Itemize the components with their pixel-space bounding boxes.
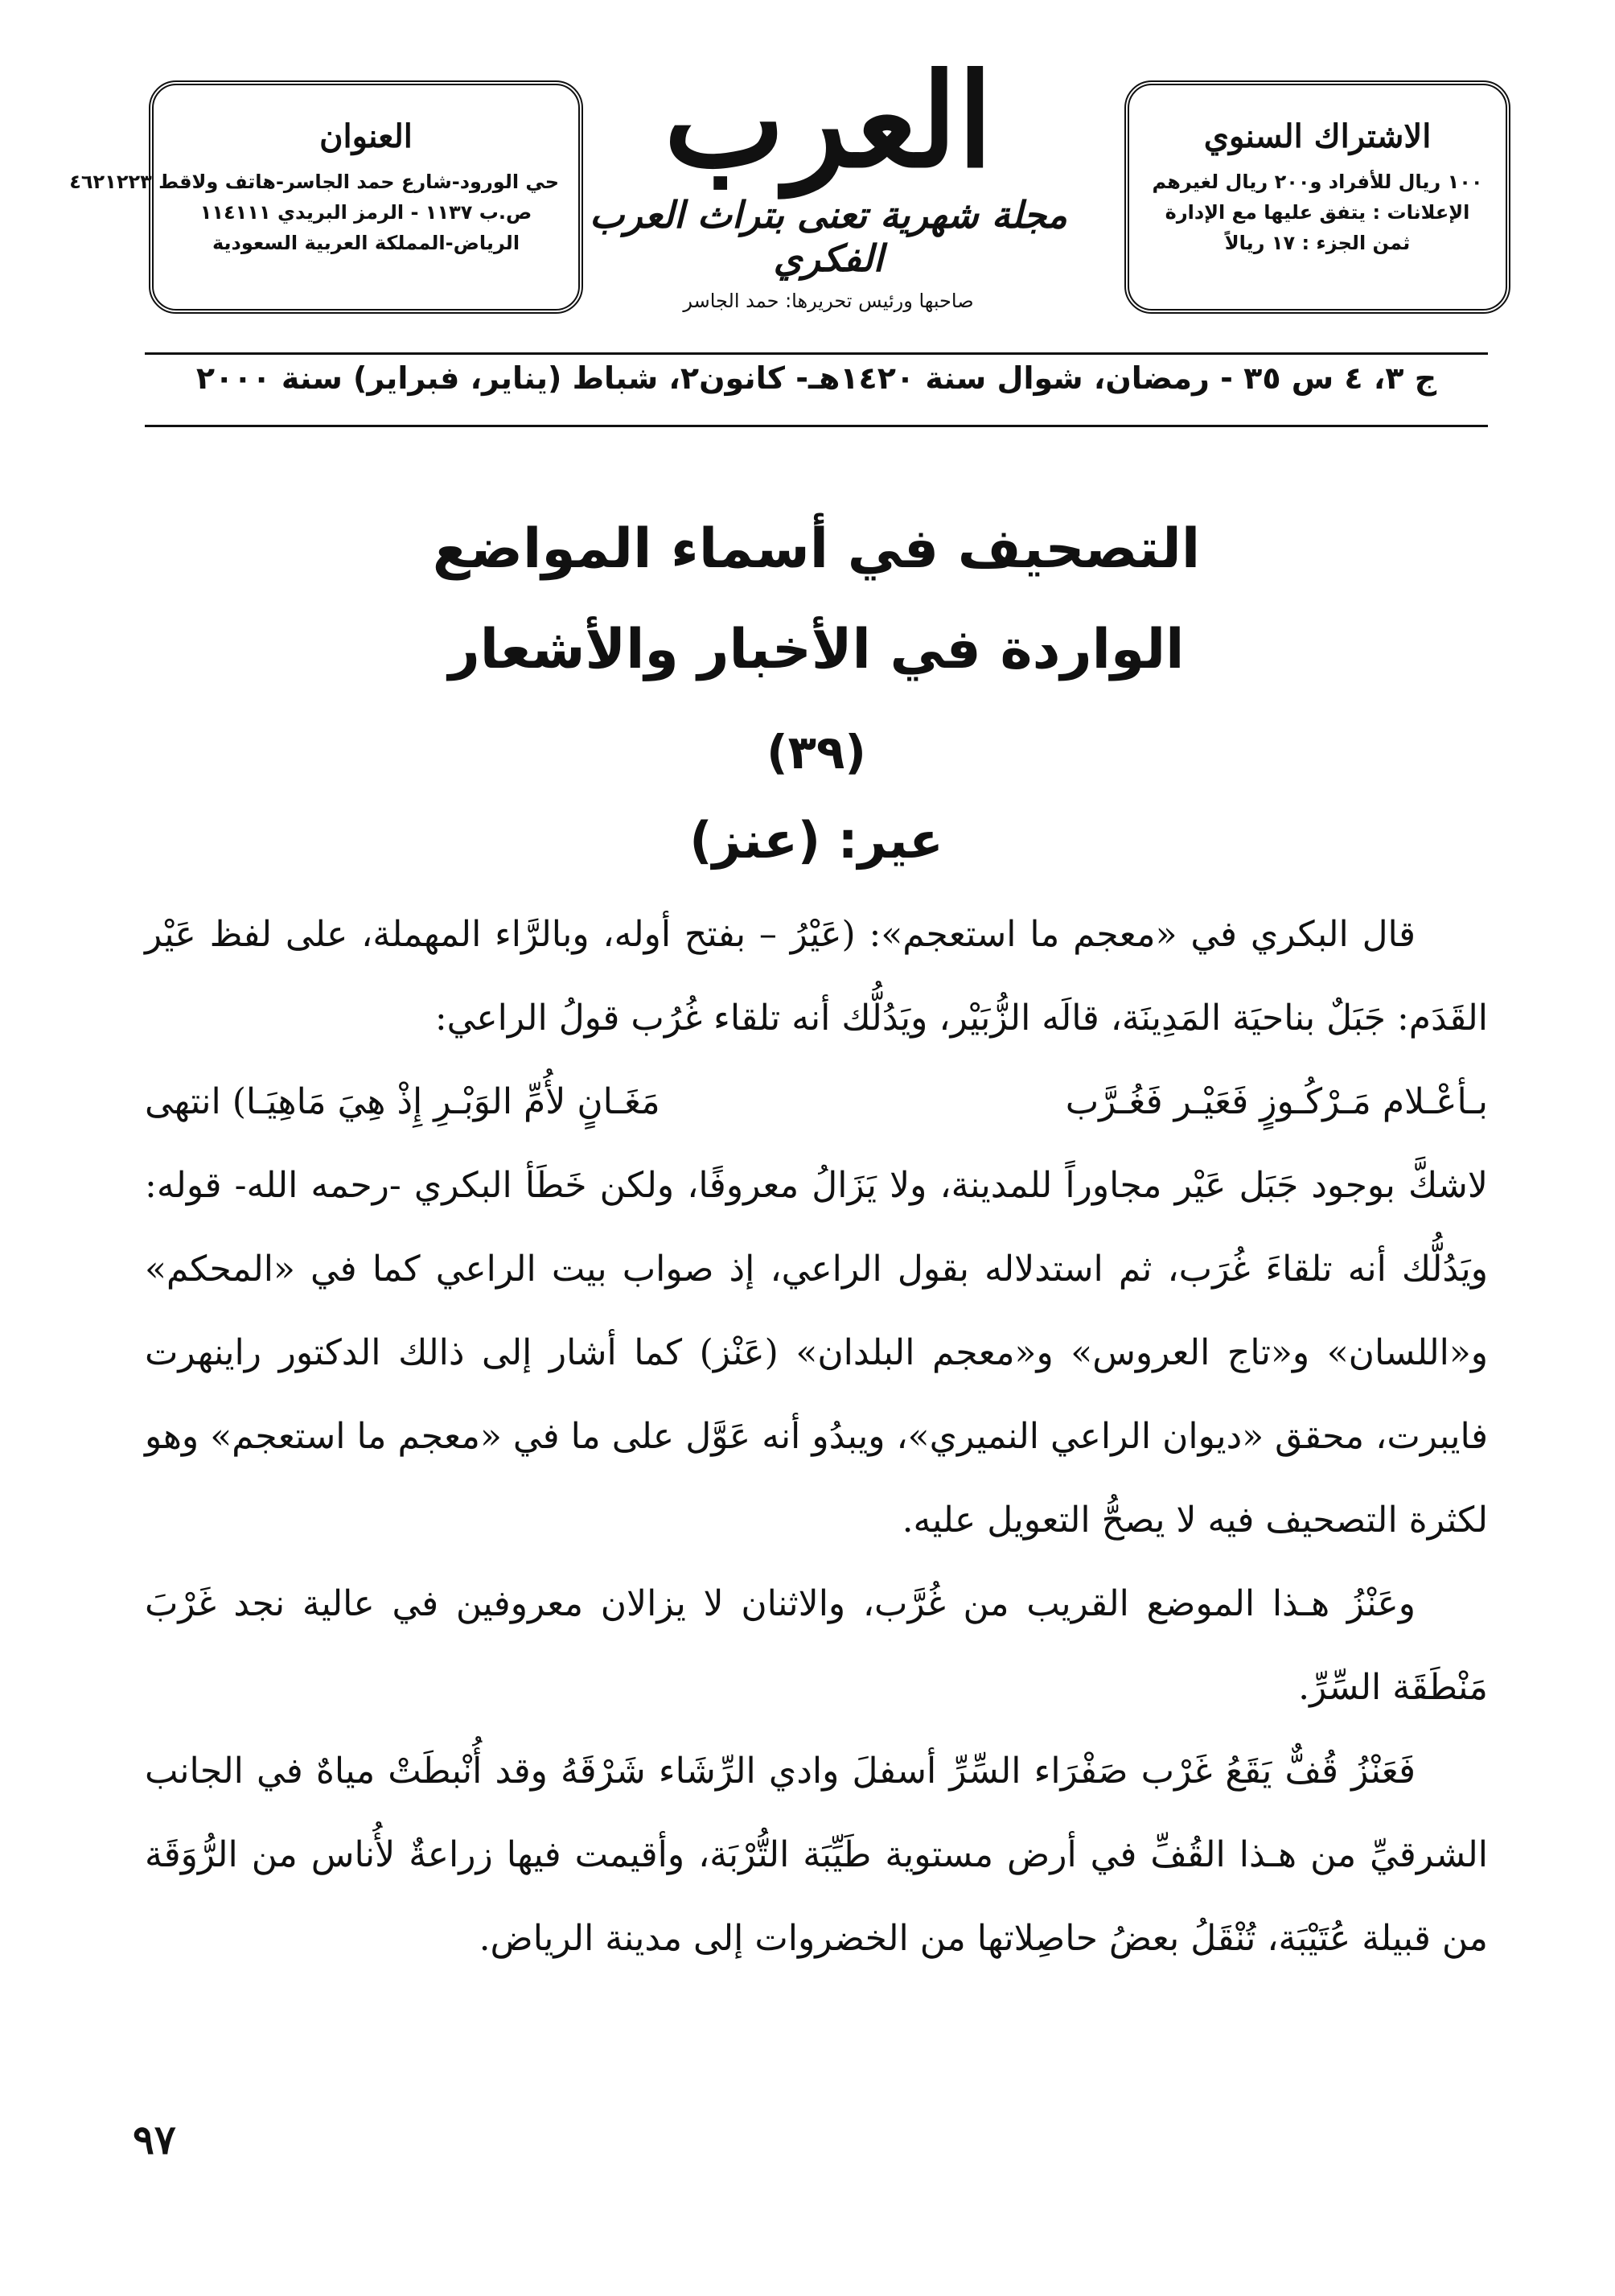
paragraph: وعَنْزُ هـذا الموضع القريب من غُرَّب، والاثنان لا يزالان معروفين في عالية نجد غَرْبَ مَنْطَقَة السِّرِّ. bbox=[145, 1583, 1488, 1708]
address-box bbox=[69, 80, 583, 314]
subscription-line: الإعلانات : يتفق عليها مع الإدارة bbox=[1165, 201, 1470, 224]
paragraph: فَعَنْزُ قُفٌّ يَقَعُ غَرْب صَفْرَاء السِّرِّ أسفلَ وادي الرِّشَاء شَرْقَهُ وقد أُنْبطَتْ مياهٌ في الجانب الشرقيِّ من هـذا القُفِّ في أرض مستوية طَيِّبَة التُّرْبَة، وأقيمت فيها زراعةٌ لأُناس من الرُّوَقَة من قبيلة عُتَيْبَة، تُنْقَلُ بعضُ حاصِلاتها من الخضروات إلى مدينة الرياض. bbox=[145, 1751, 1488, 1959]
series-number: (٣٩) bbox=[766, 725, 866, 780]
subscription-line: ١٠٠ ريال للأفراد و٢٠٠ ريال لغيرهم bbox=[1152, 171, 1483, 193]
editor-credit: صاحبها ورئيس تحريرها: حمد الجاسر bbox=[683, 290, 974, 312]
subscription-title: الاشتراك السنوي bbox=[1203, 117, 1432, 155]
journal-logo: العرب bbox=[664, 45, 993, 196]
masthead bbox=[579, 45, 1078, 312]
article-title-line: الواردة في الأخبار والأشعار bbox=[448, 618, 1185, 681]
poem-hemistich: بـأعْـلام مَـرْكُـوزٍ فَعَيْـر فَغُـرَّب bbox=[1065, 1081, 1488, 1122]
poem-verse bbox=[145, 1060, 1488, 1144]
address-line: ص.ب ١١٣٧ - الرمز البريدي ١١٤١١١ bbox=[199, 201, 532, 224]
paragraph: لاشكَّ بوجود جَبَل عَيْر مجاوراً للمدينة، ولا يَزَالُ معروفًا، ولكن خَطَأ البكري -رحمه الله- قوله: ويَدُلُّك أنه تلقاءَ غُرَب، ثم استدلاله بقول الراعي، إذ صواب بيت الراعي كما في «المحكم» و«اللسان» و«تاج العروس» و«معجم البلدان» (عَنْز) كما أشار إلى ذالك الدكتور راينهرت فايبرت، محقق «ديوان الراعي النميري»، ويبدُو أنه عَوَّل على ما في «معجم ما استعجم» وهو لكثرة التصحيف فيه لا يصحُّ التعويل عليه. bbox=[145, 1165, 1488, 1541]
article-body bbox=[145, 893, 1488, 1981]
journal-tagline: مجلة شهرية تعنى بتراث العرب الفكري bbox=[590, 193, 1067, 280]
subscription-line: ثمن الجزء : ١٧ ريالاً bbox=[1224, 232, 1411, 254]
paragraph: قال البكري في «معجم ما استعجم»: (عَيْرُ – بفتح أوله، وبالرَّاء المهملة، على لفظ عَيْر القَدَم: جَبَلٌ بناحيَة المَدِينَة، قالَه الزُّبَيْر، ويَدُلُّك أنه تلقاء غُرُب قولُ الراعي: bbox=[145, 914, 1488, 1039]
issue-info: ج ٣، ٤ س ٣٥ - رمضان، شوال سنة ١٤٢٠هـ- كانون٢، شباط (يناير، فبراير) سنة ٢٠٠٠ bbox=[195, 360, 1437, 396]
poem-trailing-text: ) انتهى bbox=[145, 1081, 246, 1122]
subscription-box bbox=[1124, 80, 1510, 314]
poem-hemistich bbox=[145, 1060, 660, 1144]
page-number: ٩٧ bbox=[133, 2116, 176, 2163]
poem-hemistich-text: مَغَـانٍ لأُمِّ الوَبْـرِ إِذْ هِيَ مَاهِيَـا bbox=[245, 1081, 660, 1122]
article-heading bbox=[145, 499, 1488, 885]
header-divider-top bbox=[145, 352, 1488, 355]
address-line: حي الورود-شارع حمد الجاسر-هاتف ولاقط ٤٦٢١٢٢٣ bbox=[69, 171, 559, 193]
address-line: الرياض-المملكة العربية السعودية bbox=[212, 232, 520, 254]
header-divider-bottom bbox=[145, 425, 1488, 427]
article-title-line: التصحيف في أسماء المواضع bbox=[432, 517, 1201, 581]
address-title: العنوان bbox=[319, 117, 413, 155]
article-subheading: عير: (عنز) bbox=[689, 811, 943, 870]
